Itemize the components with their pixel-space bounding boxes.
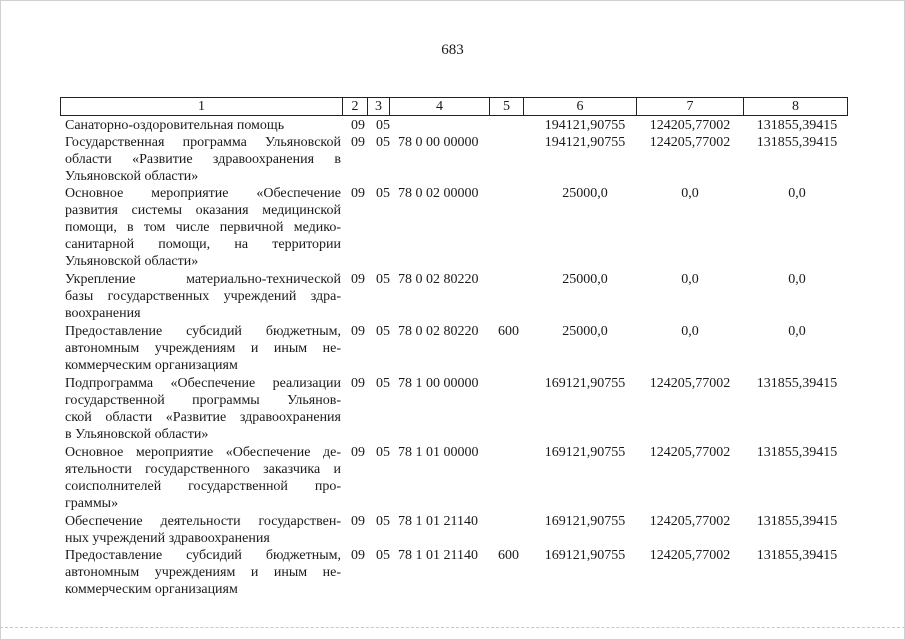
cell-c5: 600 [498, 324, 519, 339]
cell-c2: 09 [351, 548, 365, 563]
cell-c2: 09 [351, 514, 365, 529]
cell-c7: 0,0 [681, 324, 699, 339]
cell-c3: 05 [376, 272, 390, 287]
row-name-line: Ульяновской области» [65, 169, 199, 184]
row-name [65, 134, 341, 185]
row-name-line: области «Развитие здравоохранения в [65, 152, 341, 167]
cell-c7: 0,0 [681, 272, 699, 287]
cell-c2: 09 [351, 186, 365, 201]
cell-c3: 05 [376, 186, 390, 201]
cell-c7: 124205,77002 [649, 548, 731, 563]
cell-c4: 78 1 01 21140 [398, 548, 478, 563]
row-name-line: автономным учреждениям и иным не- [65, 341, 341, 356]
cell-c6: 169121,90755 [544, 376, 626, 391]
cell-c2: 09 [351, 376, 365, 391]
cell-c3: 05 [376, 324, 390, 339]
header-col-2: 2 [342, 98, 367, 115]
cell-c2: 09 [351, 118, 365, 133]
cell-c4: 78 1 01 00000 [398, 445, 479, 460]
row-name-line: базы государственных учреждений здра- [65, 289, 341, 304]
cell-c2: 09 [351, 135, 365, 150]
cell-c4: 78 0 02 80220 [398, 272, 479, 287]
row-name-line: помощи, в том числе первичной медико- [65, 220, 341, 235]
row-name-line: Ульяновской области» [65, 254, 199, 269]
cell-c2: 09 [351, 324, 365, 339]
cell-c3: 05 [376, 135, 390, 150]
row-name [65, 271, 341, 322]
cell-c3: 05 [376, 548, 390, 563]
cell-c8: 131855,39415 [756, 514, 838, 529]
table-header [60, 97, 848, 116]
cell-c4: 78 0 02 80220 [398, 324, 479, 339]
row-name [65, 323, 341, 374]
row-name [65, 547, 341, 598]
row-name-line: Обеспечение деятельности государствен- [65, 514, 341, 529]
cell-c6: 194121,90755 [544, 118, 626, 133]
cell-c8: 0,0 [788, 186, 806, 201]
row-name-line: ской области «Развитие здравоохранения [65, 410, 341, 425]
row-name-line: граммы» [65, 496, 119, 511]
row-name-line: Подпрограмма «Обеспечение реализации [65, 376, 341, 391]
cell-c3: 05 [376, 118, 390, 133]
header-col-4: 4 [389, 98, 489, 115]
cell-c4: 78 0 00 00000 [398, 135, 479, 150]
cell-c6: 169121,90755 [544, 548, 626, 563]
page-number: 683 [441, 42, 464, 58]
row-name-line: Основное мероприятие «Обеспечение де- [65, 445, 341, 460]
row-name [65, 117, 341, 134]
cell-c6: 25000,0 [562, 324, 608, 339]
cell-c4: 78 0 02 00000 [398, 186, 479, 201]
row-name [65, 444, 341, 512]
cell-c7: 124205,77002 [649, 514, 731, 529]
cell-c7: 0,0 [681, 186, 699, 201]
row-name [65, 513, 341, 547]
row-name-line: автономным учреждениям и иным не- [65, 565, 341, 580]
row-name-line: государственной программы Ульянов- [65, 393, 341, 408]
cell-c7: 124205,77002 [649, 445, 731, 460]
row-name [65, 185, 341, 270]
row-name-line: в Ульяновской области» [65, 427, 209, 442]
header-col-3: 3 [367, 98, 389, 115]
cell-c2: 09 [351, 445, 365, 460]
row-name-line: коммерческим организациям [65, 582, 238, 597]
cell-c4: 78 1 01 21140 [398, 514, 478, 529]
cell-c6: 169121,90755 [544, 514, 626, 529]
cell-c4: 78 1 00 00000 [398, 376, 479, 391]
cell-c2: 09 [351, 272, 365, 287]
cell-c3: 05 [376, 514, 390, 529]
header-col-7: 7 [636, 98, 743, 115]
header-col-8: 8 [743, 98, 848, 115]
cell-c6: 25000,0 [562, 186, 608, 201]
cell-c3: 05 [376, 376, 390, 391]
cell-c3: 05 [376, 445, 390, 460]
header-col-1: 1 [60, 98, 342, 115]
cell-c7: 124205,77002 [649, 376, 731, 391]
cell-c8: 131855,39415 [756, 135, 838, 150]
cell-c8: 131855,39415 [756, 376, 838, 391]
cell-c8: 131855,39415 [756, 548, 838, 563]
cell-c6: 25000,0 [562, 272, 608, 287]
row-name-line: Основное мероприятие «Обеспечение [65, 186, 341, 201]
cell-c8: 131855,39415 [756, 118, 838, 133]
cell-c8: 0,0 [788, 272, 806, 287]
cell-c8: 131855,39415 [756, 445, 838, 460]
row-name-line: Укрепление материально-технической [65, 272, 341, 287]
cell-c8: 0,0 [788, 324, 806, 339]
cell-c6: 169121,90755 [544, 445, 626, 460]
cell-c6: 194121,90755 [544, 135, 626, 150]
header-col-6: 6 [523, 98, 636, 115]
cell-c5: 600 [498, 548, 519, 563]
row-name-line: ных учреждений здравоохранения [65, 531, 270, 546]
row-name-line: развития системы оказания медицинской [65, 203, 341, 218]
row-name-line: Государственная программа Ульяновской [65, 135, 341, 150]
row-name-line: санитарной помощи, на территории [65, 237, 341, 252]
row-name-line: ятельности государственного заказчика и [65, 462, 341, 477]
row-name-line: Предоставление субсидий бюджетным, [65, 548, 341, 563]
row-name-line: коммерческим организациям [65, 358, 238, 373]
row-name [65, 375, 341, 443]
cell-c7: 124205,77002 [649, 135, 731, 150]
row-name-line: Предоставление субсидий бюджетным, [65, 324, 341, 339]
row-name-line: Санаторно-оздоровительная помощь [65, 118, 285, 133]
row-name-line: соисполнителей государственной про- [65, 479, 341, 494]
header-col-5: 5 [489, 98, 523, 115]
bottom-edge [0, 627, 905, 628]
cell-c7: 124205,77002 [649, 118, 731, 133]
row-name-line: воохранения [65, 306, 141, 321]
